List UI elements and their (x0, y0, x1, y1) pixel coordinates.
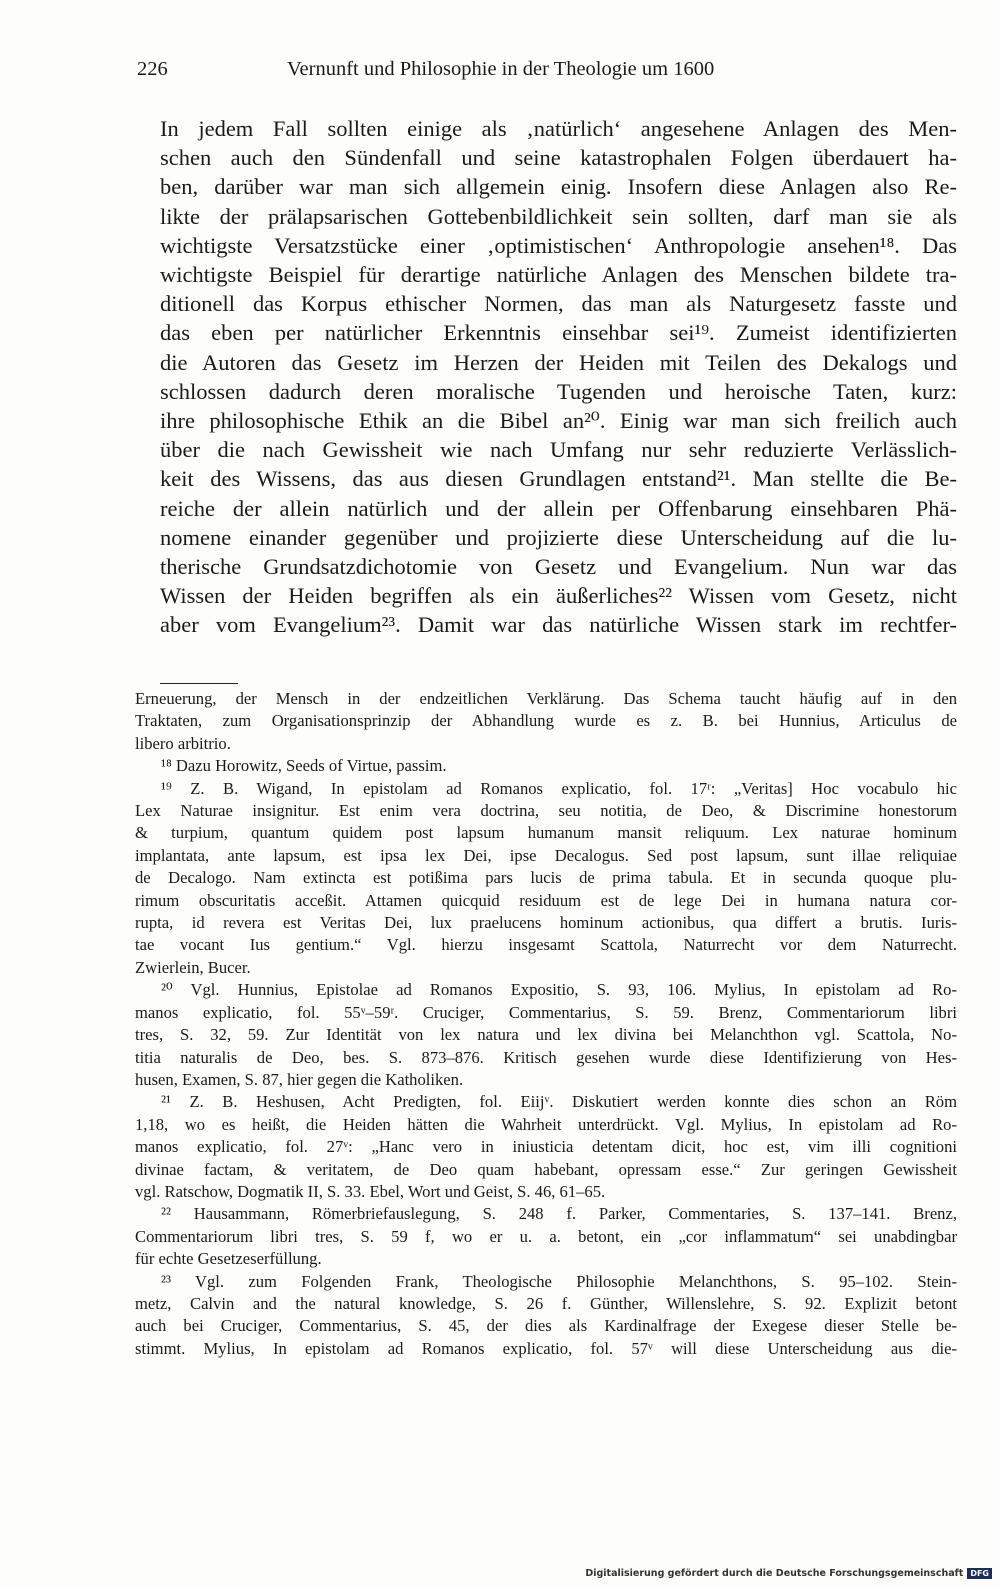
body-line: ben, darüber war man sich allgemein einig. Insofern diese Anlagen also Re- (160, 174, 957, 200)
body-line: keit des Wissens, das aus diesen Grundlagen entstand²¹. Man stellte die Be- (160, 466, 957, 492)
body-line: schlossen dadurch deren moralische Tugenden und heroische Taten, kurz: (160, 378, 957, 404)
footnote-line: Traktaten, zum Organisationsprinzip der Abhandlung wurde es z. B. bei Hunnius, Articulus de (135, 711, 957, 731)
body-line: aber vom Evangelium²³. Damit war das natürliche Wissen stark im rechtfer- (160, 612, 957, 638)
footnote-22: ²² Hausammann, Römerbriefauslegung, S. 248 f. Parker, Commentaries, S. 137–141. Brenz, (161, 1204, 957, 1224)
body-line: Wissen der Heiden begriffen als ein äußerliches²² Wissen vom Gesetz, nicht (160, 583, 957, 609)
body-line: die Autoren das Gesetz im Herzen der Heiden mit Teilen des Dekalogs und (160, 349, 957, 375)
main-text (160, 114, 957, 640)
footnote-line: rupta, id revera est Veritas Dei, lux praelucens hominum actionibus, qua differt a brutis. Iuris- (135, 913, 957, 933)
footnote-line: für echte Gesetzeserfüllung. (135, 1249, 322, 1269)
footnote-line: manos explicatio, fol. 27ᵛ: „Hanc vero in iniusticia detentam dicit, hoc est, vim illi cognitioni (135, 1137, 957, 1157)
digitization-footer (585, 1566, 992, 1580)
body-line: reiche der allein natürlich und der allein per Offenbarung einsehbaren Phä- (160, 495, 957, 521)
footnote-21: ²¹ Z. B. Heshusen, Acht Predigten, fol. Eiijᵛ. Diskutiert werden konnte dies schon an Röm (161, 1092, 957, 1112)
page-number: 226 (137, 58, 168, 80)
footnote-18: ¹⁸ Dazu Horowitz, Seeds of Virtue, passim. (161, 756, 447, 776)
footnote-line: rimum obscuritatis acceßit. Attamen quicquid residuum est de lege Dei in humana natura cor- (135, 890, 957, 910)
body-line: über die nach Gewissheit wie nach Umfang nur sehr reduzierte Verlässlich- (160, 437, 957, 463)
footnote-23: ²³ Vgl. zum Folgenden Frank, Theologische Philosophie Melanchthons, S. 95–102. Stein- (161, 1271, 957, 1291)
footnote-20: ²⁰ Vgl. Hunnius, Epistolae ad Romanos Expositio, S. 93, 106. Mylius, In epistolam ad Ro- (161, 980, 957, 1000)
footnote-separator (160, 683, 238, 684)
body-line: ihre philosophische Ethik an die Bibel an²⁰. Einig war man sich freilich auch (160, 408, 957, 434)
footnote-line: & turpium, quantum quidem post lapsum humanum mansit reliquum. Lex naturae hominum (135, 823, 957, 843)
body-line: schen auch den Sündenfall und seine katastrophalen Folgen überdauert ha- (160, 145, 957, 171)
footnote-line: Commentariorum libri tres, S. 59 f, wo er u. a. betont, ein „cor inflammatum“ sei unabdingbar (135, 1226, 957, 1246)
body-line: therische Grundsatzdichotomie von Gesetz und Evangelium. Nun war das (160, 554, 957, 580)
footnote-line: tae vocant Ius gentium.“ Vgl. hierzu insgesamt Scattola, Naturrecht vor dem Naturrecht. (135, 935, 957, 955)
footnote-line: Lex Naturae insignitur. Est enim vera doctrina, seu notitia, de Deo, & Discrimine honestorum (135, 801, 957, 821)
footnote-line: implantata, ante lapsum, est ipsa lex Dei, ipse Decalogus. Sed post lapsum, sunt illae reliquiae (135, 845, 957, 865)
body-line: In jedem Fall sollten einige als ‚natürlich‘ angesehene Anlagen des Men- (160, 116, 957, 141)
footnotes (135, 688, 957, 1360)
body-line: ditionell das Korpus ethischer Normen, das man als Naturgesetz fasste und (160, 291, 957, 317)
running-title: Vernunft und Philosophie in der Theologie um 1600 (287, 58, 715, 80)
footnote-line: manos explicatio, fol. 55ᵛ–59ʳ. Cruciger, Commentarius, S. 59. Brenz, Commentariorum libri (135, 1002, 957, 1022)
running-header (137, 58, 882, 88)
footnote-line: divinae factam, & veritatem, de Deo quam habebant, opressam esse.“ Zur geringen Gewissheit (135, 1159, 957, 1179)
body-line: likte der prälapsarischen Gottebenbildlichkeit sein sollten, darf man sie als (160, 203, 957, 229)
footnote-line: Zwierlein, Bucer. (135, 957, 251, 977)
dfg-logo: DFG (967, 1568, 992, 1579)
footnote-line: 1,18, wo es heißt, die Heiden hätten die Wahrheit unterdrückt. Vgl. Mylius, In epistolam ad Ro- (135, 1114, 957, 1134)
footnote-19: ¹⁹ Z. B. Wigand, In epistolam ad Romanos explicatio, fol. 17ʳ: „Veritas] Hoc vocabulo hic (161, 778, 957, 798)
footnote-line: vgl. Ratschow, Dogmatik II, S. 33. Ebel, Wort und Geist, S. 46, 61–65. (135, 1181, 606, 1201)
footnote-line: titia naturalis de Deo, bes. S. 873–876. Kritisch gesehen wurde diese Identifizierung von Hes- (135, 1047, 957, 1067)
body-line: wichtigste Versatzstücke einer ‚optimistischen‘ Anthropologie ansehen¹⁸. Das (160, 232, 957, 258)
body-line: nomene einander gegenüber und projizierte diese Unterscheidung auf die lu- (160, 524, 957, 550)
body-line: das eben per natürlicher Erkenntnis einsehbar sei¹⁹. Zumeist identifizierten (160, 320, 957, 346)
footnote-line: metz, Calvin and the natural knowledge, S. 26 f. Günther, Willenslehre, S. 92. Explizit betont (135, 1293, 957, 1313)
footer-text: Digitalisierung gefördert durch die Deutsche Forschungsgemeinschaft (585, 1567, 964, 1579)
body-line: wichtigste Beispiel für derartige natürliche Anlagen des Menschen bildete tra- (160, 262, 957, 288)
footnote-line: tres, S. 32, 59. Zur Identität von lex natura und lex divina bei Melanchthon vgl. Scattola, No- (135, 1025, 957, 1045)
footnote-line: de Decalogo. Nam extincta est potißima pars lucis de prima tabula. Et in secunda quoque plu- (135, 868, 957, 888)
footnote-line: libero arbitrio. (135, 733, 231, 753)
footnote-line: auch bei Cruciger, Commentarius, S. 45, der dies als Kardinalfrage der Exegese dieser Stelle be- (135, 1316, 957, 1336)
footnote-line: Erneuerung, der Mensch in der endzeitlichen Verklärung. Das Schema taucht häufig auf in den (135, 689, 957, 708)
footnote-line: stimmt. Mylius, In epistolam ad Romanos explicatio, fol. 57ᵛ will diese Unterscheidung aus die- (135, 1338, 957, 1358)
footnote-line: husen, Examen, S. 87, hier gegen die Katholiken. (135, 1069, 464, 1089)
